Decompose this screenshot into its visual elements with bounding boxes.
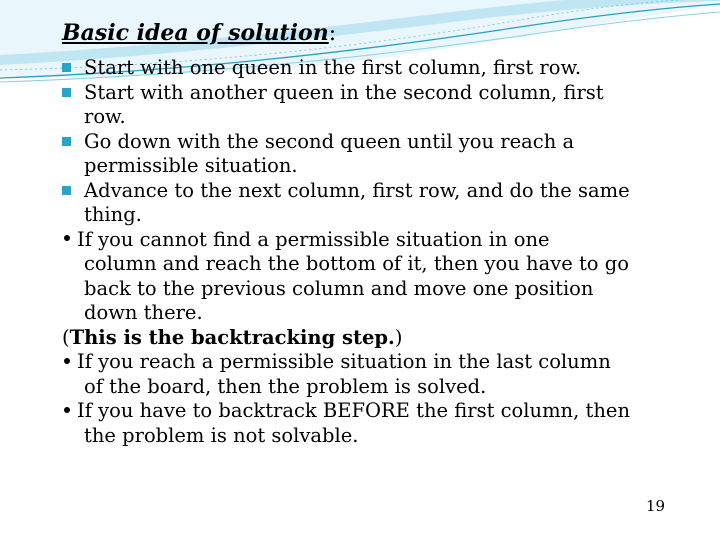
continuation-text: row. [84,105,126,128]
square-bullet-icon [62,63,71,72]
dot-bullet-icon [64,235,70,241]
continuation-line [62,203,702,228]
bullet-text: Start with another queen in the second column, first [84,80,604,104]
bullet-text: Go down with the second queen until you reach a [84,129,575,153]
continuation-line [62,252,702,277]
continuation-line [62,277,702,302]
slide-title [62,18,336,49]
continuation-text: thing. [84,203,142,226]
bullet-text: Advance to the next column, first row, and do the same [84,178,630,202]
continuation-text: back to the previous column and move one position [84,276,594,300]
title-colon: : [328,21,337,46]
note-pre: ( [62,325,70,349]
square-bullet-item [62,179,702,204]
dot-bullet-item [62,228,702,253]
dot-bullet-item [62,350,702,375]
note-bold: This is the backtracking step. [69,325,395,349]
continuation-text: permissible situation. [84,154,298,177]
square-bullet-icon [62,137,71,146]
continuation-line [62,301,702,326]
continuation-text: the problem is not solvable. [84,423,359,447]
continuation-line [62,424,702,449]
dot-bullet-icon [64,407,70,413]
dot-bullet-item [62,399,702,424]
square-bullet-icon [62,186,71,195]
continuation-text: of the board, then the problem is solved. [84,374,487,398]
bullet-text: If you cannot find a permissible situation in one [77,227,550,251]
page-number: 19 [646,497,666,515]
square-bullet-item [62,56,702,81]
continuation-line [62,105,702,130]
continuation-text: column and reach the bottom of it, then you have to go [84,252,629,275]
title-text: Basic idea of solution [62,20,329,46]
bullet-text: Start with one queen in the first column, first row. [84,56,582,79]
continuation-line [62,154,702,179]
bullet-text: If you have to backtrack BEFORE the first column, then [77,399,631,422]
continuation-text: down there. [84,301,203,324]
slide-body [62,56,702,448]
square-bullet-icon [62,88,71,97]
square-bullet-item [62,130,702,155]
bullet-text: If you reach a permissible situation in the last column [77,350,611,373]
backtracking-note [62,326,702,351]
continuation-line [62,375,702,400]
square-bullet-item [62,81,702,106]
dot-bullet-icon [64,358,70,364]
note-post: ) [394,325,403,349]
